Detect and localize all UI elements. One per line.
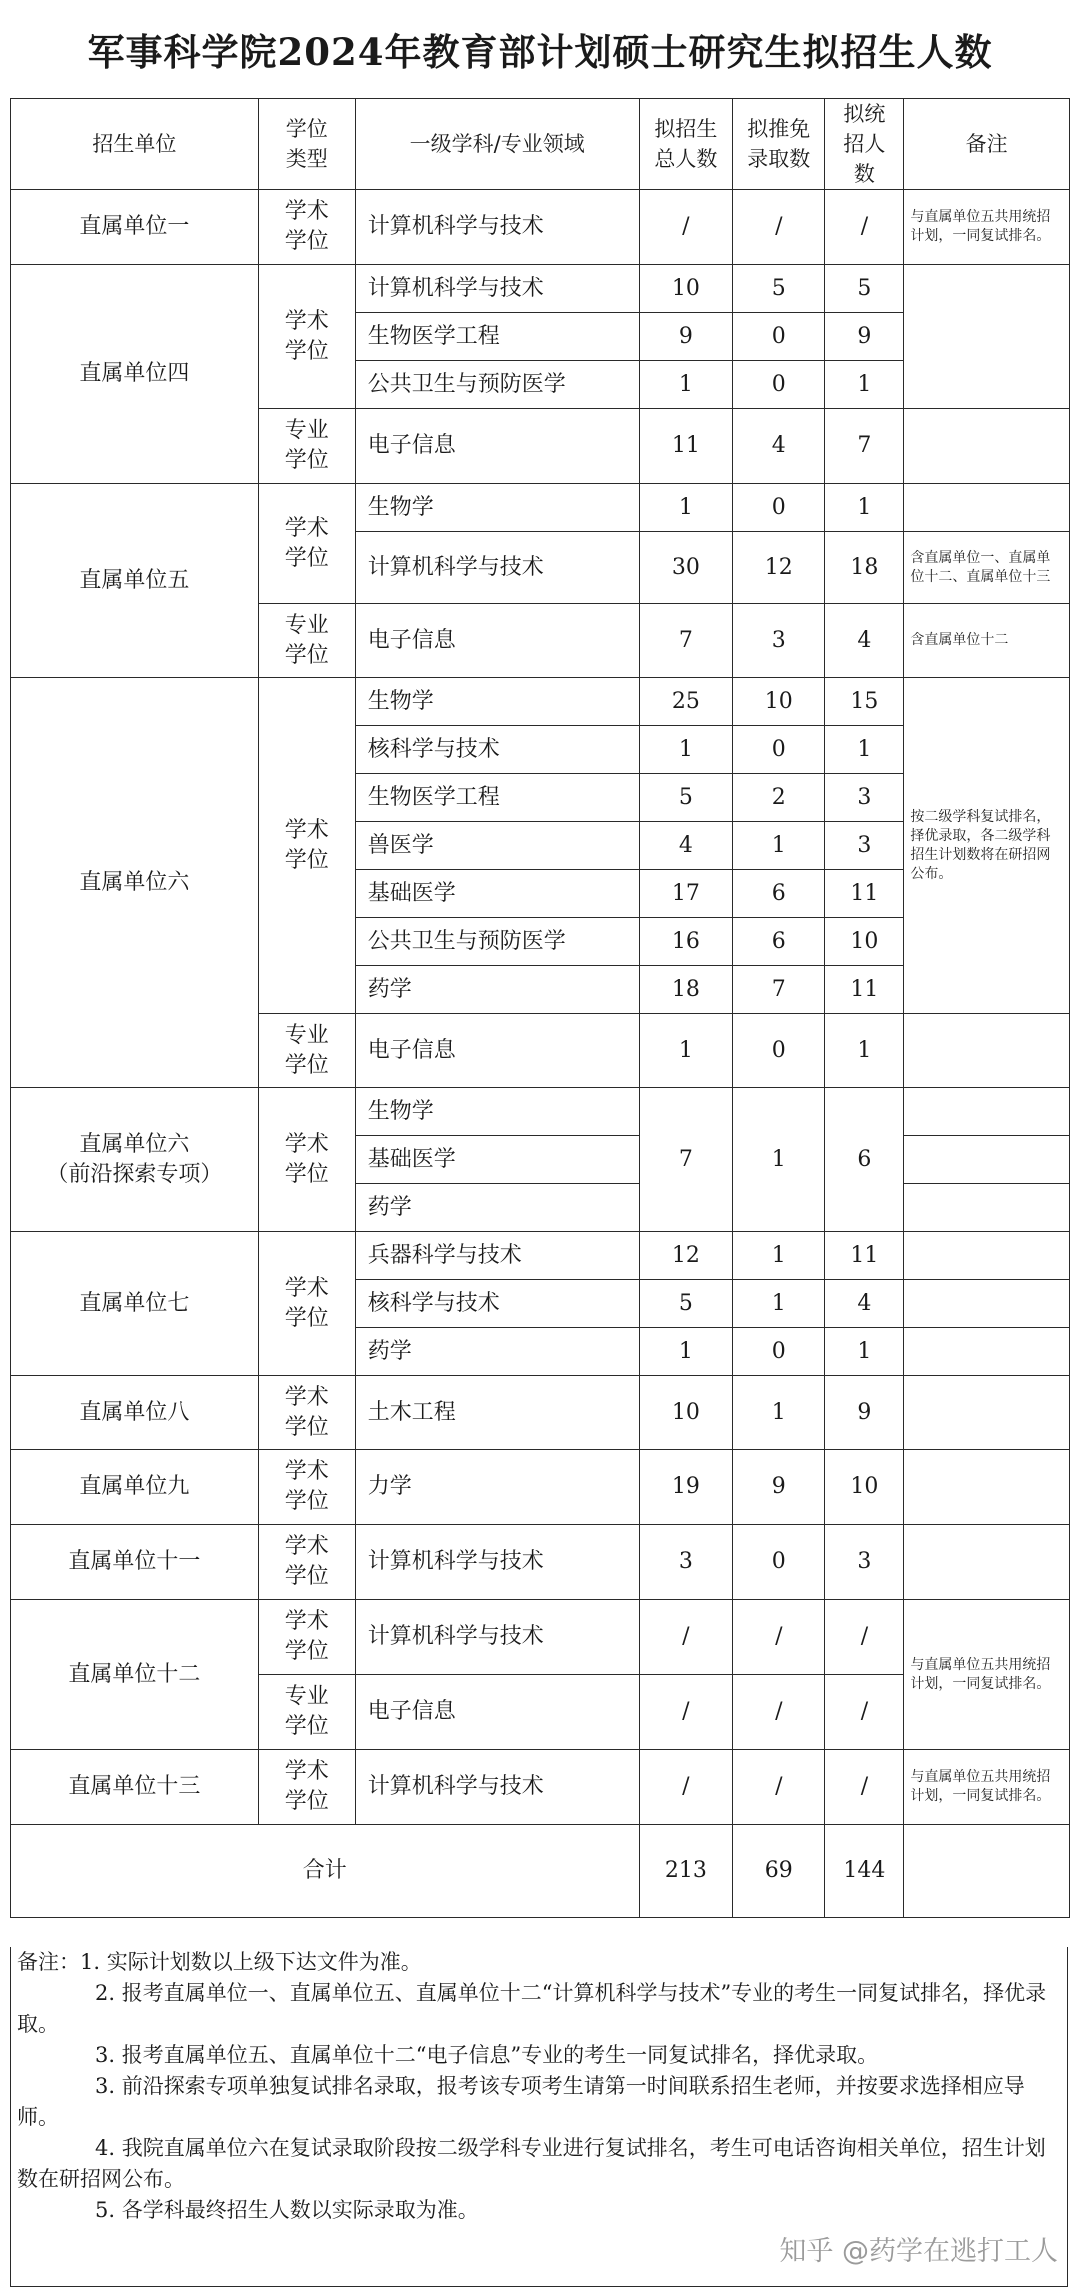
total-cell: 5 xyxy=(639,774,733,822)
degree-cell: 学术 学位 xyxy=(258,190,355,265)
document-title: 军事科学院2024年教育部计划硕士研究生拟招生人数 xyxy=(87,30,993,74)
subject-cell: 力学 xyxy=(355,1450,639,1525)
exempt-cell: 1 xyxy=(733,1088,825,1232)
watermark: 知乎 @药学在逃打工人 xyxy=(779,2236,1058,2267)
total-cell: / xyxy=(639,190,733,265)
exam-cell: 7 xyxy=(825,409,904,484)
unit-cell: 直属单位七 xyxy=(11,1232,259,1376)
exempt-cell: 7 xyxy=(733,966,825,1014)
unit-cell: 直属单位四 xyxy=(11,265,259,484)
exempt-cell: 4 xyxy=(733,409,825,484)
header-exam: 拟统 招人 数 xyxy=(825,99,904,190)
total-cell: 25 xyxy=(639,678,733,726)
total-cell: 12 xyxy=(639,1232,733,1280)
subject-cell: 核科学与技术 xyxy=(355,726,639,774)
unit-cell: 直属单位一 xyxy=(11,190,259,265)
footnote-4: 3. 前沿探索专项单独复试排名录取，报考该专项考生请第一时间联系招生老师，并按要求选择相应导师。 xyxy=(17,2074,1025,2129)
header-remark: 备注 xyxy=(904,99,1070,190)
footnote-6: 5. 各学科最终招生人数以实际录取为准。 xyxy=(95,2198,479,2222)
exam-cell: 4 xyxy=(825,1280,904,1328)
exam-cell: 1 xyxy=(825,361,904,409)
exam-cell: 144 xyxy=(825,1825,904,1918)
remark-cell xyxy=(904,1376,1070,1450)
exempt-cell: 0 xyxy=(733,313,825,361)
remark-cell: 含直属单位十二 xyxy=(904,604,1070,678)
table-row xyxy=(11,190,1070,265)
subject-cell: 计算机科学与技术 xyxy=(355,265,639,313)
total-cell: 18 xyxy=(639,966,733,1014)
unit-cell: 直属单位五 xyxy=(11,484,259,678)
exam-cell: 1 xyxy=(825,726,904,774)
footnote-1: 备注：1. 实际计划数以上级下达文件为准。 xyxy=(17,1950,422,1974)
footnote-5: 4. 我院直属单位六在复试录取阶段按二级学科专业进行复试排名，考生可电话咨询相关单位，招生计划数在研招网公布。 xyxy=(17,2136,1046,2191)
exempt-cell: 0 xyxy=(733,726,825,774)
table-row xyxy=(11,1525,1070,1600)
exam-cell: / xyxy=(825,1750,904,1825)
unit-cell: 直属单位十一 xyxy=(11,1525,259,1600)
degree-cell: 专业 学位 xyxy=(258,1675,355,1750)
remark-cell xyxy=(904,1825,1070,1918)
unit-cell: 直属单位六 xyxy=(11,678,259,1088)
subject-cell: 电子信息 xyxy=(355,409,639,484)
exam-cell: 3 xyxy=(825,822,904,870)
remark-cell xyxy=(904,265,1070,409)
table-row xyxy=(11,1232,1070,1280)
remark-cell: 与直属单位五共用统招计划，一同复试排名。 xyxy=(904,1600,1070,1750)
exam-cell: 9 xyxy=(825,1376,904,1450)
subject-cell: 生物学 xyxy=(355,1088,639,1136)
degree-cell: 学术 学位 xyxy=(258,1232,355,1376)
degree-cell: 学术 学位 xyxy=(258,265,355,409)
exam-cell: 1 xyxy=(825,1328,904,1376)
total-cell: 1 xyxy=(639,1328,733,1376)
total-cell: 213 xyxy=(639,1825,733,1918)
exempt-cell: 0 xyxy=(733,484,825,532)
exempt-cell: 1 xyxy=(733,1232,825,1280)
unit-cell: 直属单位十三 xyxy=(11,1750,259,1825)
subject-cell: 兽医学 xyxy=(355,822,639,870)
total-cell: 16 xyxy=(639,918,733,966)
total-cell: / xyxy=(639,1750,733,1825)
subject-cell: 计算机科学与技术 xyxy=(355,1750,639,1825)
exempt-cell: 0 xyxy=(733,1014,825,1088)
unit-cell: 直属单位六 （前沿探索专项） xyxy=(11,1088,259,1232)
header-degree: 学位 类型 xyxy=(258,99,355,190)
exam-cell: / xyxy=(825,1675,904,1750)
total-cell: 10 xyxy=(639,1376,733,1450)
total-cell: / xyxy=(639,1600,733,1675)
exam-cell: 10 xyxy=(825,1450,904,1525)
header-subject: 一级学科/专业领域 xyxy=(355,99,639,190)
exam-cell: 15 xyxy=(825,678,904,726)
subject-cell: 生物医学工程 xyxy=(355,774,639,822)
exempt-cell: / xyxy=(733,1675,825,1750)
exempt-cell: 9 xyxy=(733,1450,825,1525)
degree-cell: 专业 学位 xyxy=(258,1014,355,1088)
subject-cell: 基础医学 xyxy=(355,870,639,918)
degree-cell: 学术 学位 xyxy=(258,678,355,1014)
exam-cell: 1 xyxy=(825,1014,904,1088)
subject-cell: 生物学 xyxy=(355,484,639,532)
total-cell: 10 xyxy=(639,265,733,313)
exam-cell: 5 xyxy=(825,265,904,313)
remark-cell xyxy=(904,1136,1070,1184)
table-row xyxy=(11,484,1070,532)
subject-cell: 电子信息 xyxy=(355,604,639,678)
subject-cell: 土木工程 xyxy=(355,1376,639,1450)
exempt-cell: 6 xyxy=(733,870,825,918)
exam-cell: / xyxy=(825,190,904,265)
exempt-cell: 1 xyxy=(733,1280,825,1328)
subject-cell: 药学 xyxy=(355,966,639,1014)
exempt-cell: / xyxy=(733,1600,825,1675)
remark-cell: 与直属单位五共用统招计划，一同复试排名。 xyxy=(904,1750,1070,1825)
unit-cell: 直属单位八 xyxy=(11,1376,259,1450)
table-row xyxy=(11,1750,1070,1825)
unit-cell: 直属单位九 xyxy=(11,1450,259,1525)
enrollment-table xyxy=(10,98,1070,1918)
exempt-cell: 1 xyxy=(733,822,825,870)
subject-cell: 药学 xyxy=(355,1328,639,1376)
table-row xyxy=(11,1376,1070,1450)
exempt-cell: 69 xyxy=(733,1825,825,1918)
unit-cell: 直属单位十二 xyxy=(11,1600,259,1750)
degree-cell: 学术 学位 xyxy=(258,1525,355,1600)
exam-cell: 1 xyxy=(825,484,904,532)
total-cell: 11 xyxy=(639,409,733,484)
exempt-cell: 12 xyxy=(733,532,825,604)
exempt-cell: 5 xyxy=(733,265,825,313)
table-row xyxy=(11,1450,1070,1525)
exempt-cell: 10 xyxy=(733,678,825,726)
exempt-cell: 3 xyxy=(733,604,825,678)
remark-cell xyxy=(904,1280,1070,1328)
total-cell: 7 xyxy=(639,604,733,678)
total-cell: 19 xyxy=(639,1450,733,1525)
remark-cell: 含直属单位一、直属单位十二、直属单位十三 xyxy=(904,532,1070,604)
total-cell: 1 xyxy=(639,484,733,532)
subject-cell: 电子信息 xyxy=(355,1014,639,1088)
exempt-cell: 0 xyxy=(733,1525,825,1600)
total-cell: 30 xyxy=(639,532,733,604)
exam-cell: 11 xyxy=(825,966,904,1014)
subject-cell: 兵器科学与技术 xyxy=(355,1232,639,1280)
remark-cell xyxy=(904,1328,1070,1376)
exam-cell: 18 xyxy=(825,532,904,604)
exempt-cell: 6 xyxy=(733,918,825,966)
remark-cell xyxy=(904,1014,1070,1088)
exempt-cell: / xyxy=(733,190,825,265)
degree-cell: 学术 学位 xyxy=(258,484,355,604)
subject-cell: 计算机科学与技术 xyxy=(355,1600,639,1675)
exam-cell: 11 xyxy=(825,1232,904,1280)
total-row xyxy=(11,1825,1070,1918)
exempt-cell: 0 xyxy=(733,361,825,409)
subject-cell: 生物医学工程 xyxy=(355,313,639,361)
exam-cell: 9 xyxy=(825,313,904,361)
table-row xyxy=(11,265,1070,313)
total-cell: 7 xyxy=(639,1088,733,1232)
header-unit: 招生单位 xyxy=(11,99,259,190)
remark-cell xyxy=(904,1525,1070,1600)
total-cell: 3 xyxy=(639,1525,733,1600)
exam-cell: 6 xyxy=(825,1088,904,1232)
subject-cell: 计算机科学与技术 xyxy=(355,1525,639,1600)
footnote-2: 2. 报考直属单位一、直属单位五、直属单位十二“计算机科学与技术”专业的考生一同复试排名，择优录取。 xyxy=(17,1981,1047,2036)
total-cell: 4 xyxy=(639,822,733,870)
header-exempt: 拟推免 录取数 xyxy=(733,99,825,190)
total-cell: 1 xyxy=(639,1014,733,1088)
degree-cell: 学术 学位 xyxy=(258,1376,355,1450)
remark-cell: 按二级学科复试排名，择优录取，各二级学科招生计划数将在研招网公布。 xyxy=(904,678,1070,1014)
subject-cell: 公共卫生与预防医学 xyxy=(355,918,639,966)
subject-cell: 公共卫生与预防医学 xyxy=(355,361,639,409)
exam-cell: 10 xyxy=(825,918,904,966)
degree-cell: 学术 学位 xyxy=(258,1088,355,1232)
total-cell: 5 xyxy=(639,1280,733,1328)
remark-cell xyxy=(904,409,1070,484)
total-cell: 1 xyxy=(639,361,733,409)
table-row xyxy=(11,678,1070,726)
total-cell: 17 xyxy=(639,870,733,918)
remark-cell xyxy=(904,1184,1070,1232)
total-cell: 1 xyxy=(639,726,733,774)
header-total: 拟招生 总人数 xyxy=(639,99,733,190)
subject-cell: 生物学 xyxy=(355,678,639,726)
exam-cell: 4 xyxy=(825,604,904,678)
remark-cell xyxy=(904,1088,1070,1136)
degree-cell: 学术 学位 xyxy=(258,1750,355,1825)
subject-cell: 基础医学 xyxy=(355,1136,639,1184)
subject-cell: 电子信息 xyxy=(355,1675,639,1750)
degree-cell: 学术 学位 xyxy=(258,1600,355,1675)
subject-cell: 计算机科学与技术 xyxy=(355,190,639,265)
total-cell: / xyxy=(639,1675,733,1750)
exam-cell: 3 xyxy=(825,774,904,822)
exam-cell: 11 xyxy=(825,870,904,918)
total-cell: 9 xyxy=(639,313,733,361)
exempt-cell: 2 xyxy=(733,774,825,822)
table-row xyxy=(11,1088,1070,1136)
exempt-cell: 0 xyxy=(733,1328,825,1376)
degree-cell: 专业 学位 xyxy=(258,409,355,484)
subject-cell: 计算机科学与技术 xyxy=(355,532,639,604)
remark-cell xyxy=(904,1450,1070,1525)
header-row xyxy=(11,99,1070,190)
exam-cell: / xyxy=(825,1600,904,1675)
remark-cell: 与直属单位五共用统招计划，一同复试排名。 xyxy=(904,190,1070,265)
exempt-cell: / xyxy=(733,1750,825,1825)
degree-cell: 专业 学位 xyxy=(258,604,355,678)
footnote-3: 3. 报考直属单位五、直属单位十二“电子信息”专业的考生一同复试排名，择优录取。 xyxy=(95,2043,879,2067)
subject-cell: 核科学与技术 xyxy=(355,1280,639,1328)
degree-cell: 学术 学位 xyxy=(258,1450,355,1525)
total-label: 合计 xyxy=(11,1825,640,1918)
remark-cell xyxy=(904,1232,1070,1280)
exam-cell: 3 xyxy=(825,1525,904,1600)
exempt-cell: 1 xyxy=(733,1376,825,1450)
table-row xyxy=(11,1600,1070,1675)
remark-cell xyxy=(904,484,1070,532)
subject-cell: 药学 xyxy=(355,1184,639,1232)
